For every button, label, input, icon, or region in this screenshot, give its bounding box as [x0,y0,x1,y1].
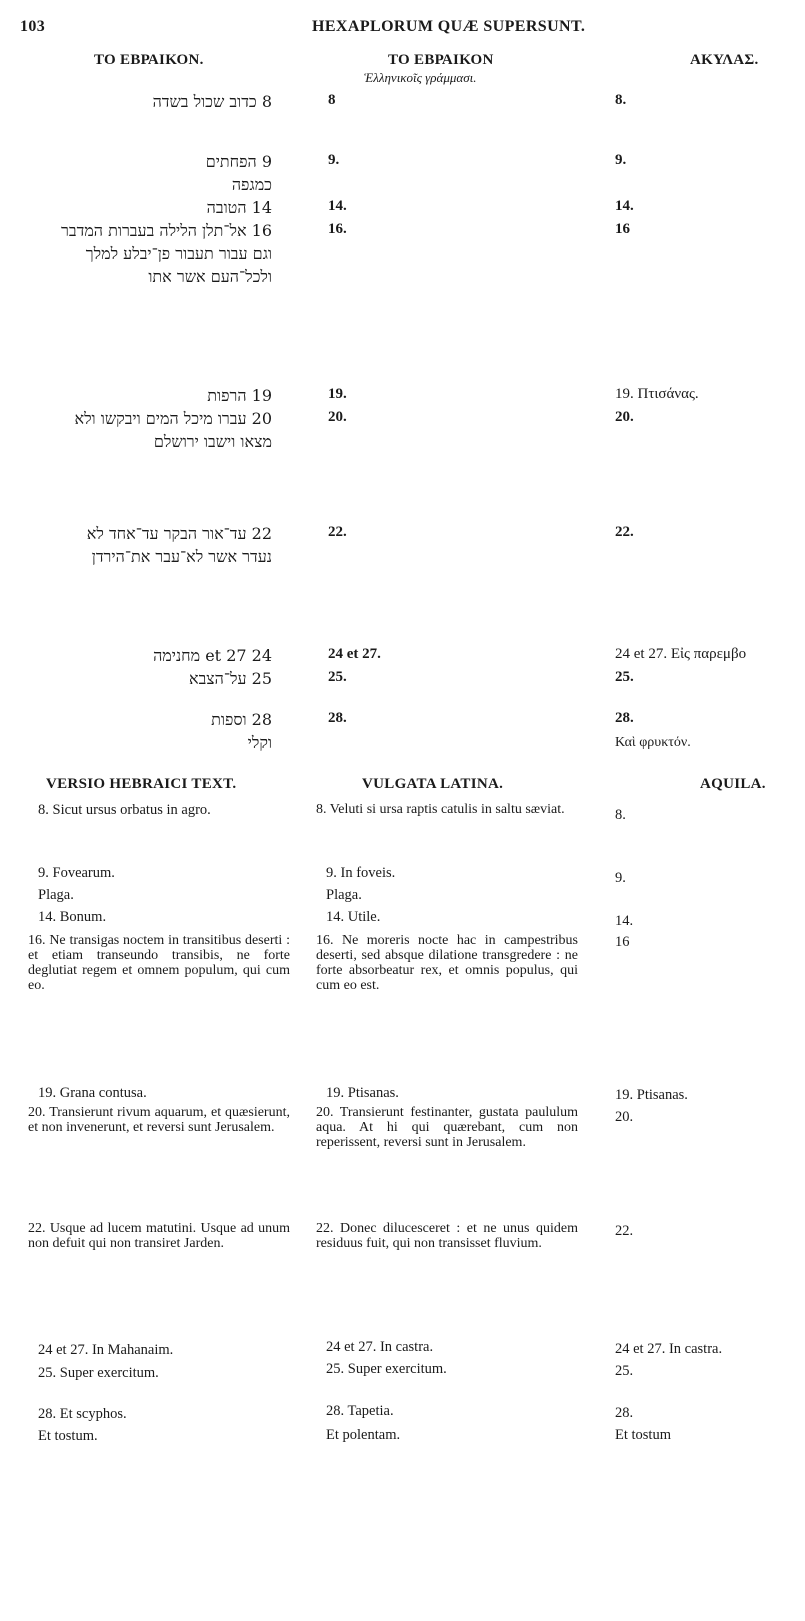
vulgata-25: 25. Super exercitum. [326,1361,447,1377]
aquila-greek-19: 19. Πτισάνας. [615,386,699,402]
vulgata-19: 19. Ptisanas. [326,1085,399,1101]
hebrew-line-25: 25 על־הצבא [188,669,272,688]
hebrew-line-19: 19 הרפות [207,386,272,405]
versio-28b: Et tostum. [38,1428,98,1444]
translit-14: 14. [328,198,347,214]
running-title: HEXAPLORUM QUÆ SUPERSUNT. [312,18,586,35]
header-vulgata: VULGATA LATINA. [362,776,504,792]
hebrew-line-16: 16 אל־תלן הלילה בעברות המדבר [61,221,272,240]
versio-16: 16. Ne transigas noctem in transitibus deserti : et etiam transeundo transibis, ne forte deglutiat regem et omnem populum, qui cum eo. [28,933,290,993]
vulgata-8: 8. Veluti si ursa raptis catulis in saltu sæviat. [316,802,565,817]
hebrew-line-20: 20 עברו מיכל המים ויבקשו ולא [74,409,272,428]
versio-28: 28. Et scyphos. [38,1406,127,1422]
aquila-greek-20: 20. [615,409,634,425]
versio-8: 8. Sicut ursus orbatus in agro. [38,802,211,818]
aquila-greek-9: 9. [615,152,627,168]
hebrew-line-8: 8 כדוב שכול בשדה [152,92,272,111]
aquila-greek-25: 25. [615,669,634,685]
hebrew-line-22b: נעדר אשר לא־עבר את־הירדן [91,547,272,566]
aquila-latin-28b: Et tostum [615,1427,671,1443]
versio-25: 25. Super exercitum. [38,1365,159,1381]
aquila-latin-9: 9. [615,870,626,886]
vulgata-28b: Et polentam. [326,1427,401,1443]
aquila-latin-19: 19. Ptisanas. [615,1087,688,1103]
hebrew-line-24: 24 et 27 מחנימה [153,646,272,665]
hebrew-line-9: 9 הפחתים [205,152,272,171]
hebrew-line-16b: וגם עבור תעבור פן־יבלע למלך [85,244,272,263]
translit-19: 19. [328,386,347,402]
hebrew-line-22: 22 עד־אור הבקר עד־אחד לא [86,524,272,543]
vulgata-16: 16. Ne moreris nocte hac in campestribus deserti, sed absque dilatione transgredere : ne forte absorbeatur rex, et omnis populus, qui cum eo est. [316,933,578,993]
translit-9: 9. [328,152,340,168]
aquila-greek-16: 16 [615,221,630,237]
translit-24: 24 et 27. [328,646,381,662]
aquila-latin-8: 8. [615,807,626,823]
vulgata-9: 9. In foveis. [326,865,396,881]
aquila-greek-24: 24 et 27. Εἰς παρεμβο [615,646,747,662]
page-number: 103 [20,18,46,35]
aquila-latin-14: 14. [615,913,634,929]
aquila-latin-20: 20. [615,1109,634,1125]
vulgata-20: 20. Transierunt festinanter, gustata paululum aqua. At hi qui quærebant, cum non reperissent, reversi sunt in Jerusalem. [316,1105,578,1150]
versio-22: 22. Usque ad lucem matutini. Usque ad unum non defuit qui non transiret Jarden. [28,1221,290,1251]
versio-9b: Plaga. [38,887,74,903]
aquila-greek-22: 22. [615,524,634,540]
translit-8: 8 [328,92,336,108]
aquila-greek-8: 8. [615,92,627,108]
aquila-greek-14: 14. [615,198,634,214]
translit-22: 22. [328,524,347,540]
header-translit-sub: Ἑλληνικοῖς γράμμασι. [364,70,477,85]
versio-14: 14. Bonum. [38,909,107,925]
hebrew-line-20b: מצאו וישבו ירושלם [153,432,272,451]
aquila-latin-28: 28. [615,1405,634,1421]
vulgata-24: 24 et 27. In castra. [326,1339,434,1355]
aquila-latin-22: 22. [615,1223,634,1239]
header-aquila-greek: ΑΚΥΛΑΣ. [690,52,759,68]
header-aquila-latin: AQUILA. [700,776,766,792]
aquila-latin-25: 25. [615,1363,634,1379]
hebrew-line-16c: ולכל־העם אשר אתו [148,267,272,286]
aquila-latin-16: 16 [615,934,630,950]
versio-19: 19. Grana contusa. [38,1085,147,1101]
versio-9: 9. Fovearum. [38,865,115,881]
hebrew-line-9b: כמגפה [231,175,272,194]
translit-28: 28. [328,710,347,726]
translit-25: 25. [328,669,347,685]
hebrew-line-14: 14 הטובה [206,198,272,217]
versio-24: 24 et 27. In Mahanaim. [38,1342,174,1358]
translit-20: 20. [328,409,347,425]
versio-20: 20. Transierunt rivum aquarum, et quæsierunt, et non invenerunt, et reversi sunt Jerusalem. [28,1105,290,1135]
aquila-latin-24: 24 et 27. In castra. [615,1341,723,1357]
vulgata-14: 14. Utile. [326,909,381,925]
header-versio: VERSIO HEBRAICI TEXT. [46,776,237,792]
header-hebrew: ΤΟ ΕΒΡΑΙΚΟΝ. [94,52,204,68]
aquila-greek-28: 28. [615,710,634,726]
vulgata-9b: Plaga. [326,887,362,903]
header-translit: ΤΟ ΕΒΡΑΙΚΟΝ [388,52,494,68]
vulgata-28: 28. Tapetia. [326,1403,394,1419]
aquila-greek-28b: Καὶ φρυκτόν. [615,735,691,750]
vulgata-22: 22. Donec dilucesceret : et ne unus quidem residuus fuit, qui non transisset fluvium. [316,1221,578,1251]
translit-16: 16. [328,221,347,237]
hebrew-line-28b: וקלי [247,733,272,752]
hebrew-line-28: 28 וספות [211,710,272,729]
